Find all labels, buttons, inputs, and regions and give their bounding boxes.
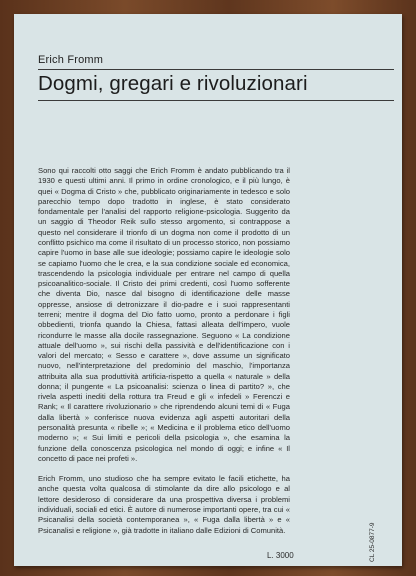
top-rule bbox=[38, 69, 394, 70]
book-back-cover bbox=[14, 14, 402, 566]
blurb-paragraph-1: Sono qui raccolti otto saggi che Erich Fromm è andato pubblicando tra il 1930 e questi ultimi anni. Il primo in ordine cronologico, e il più lungo, è quei « Dogma di Cristo » che, pubblicato originariamente in tedesco e solo parecchio tempo dopo tradotto in inglese, è stato considerato fondamentale per l'analisi del rapporto religione-psicologia. Suggerito da un saggio di Theodor Reik sullo stesso argomento, si contrappose a questo nel considerare il trionfo di un dogma non come il prodotto di un conflitto psichico ma come il risultato di un processo storico, non possiamo capire l'uomo in base alle sue ideologie; possiamo capire le ideologie solo se capiamo l'uomo che le crea, e la sua condizione sociale ed economica, trascendendo la psicologia individuale per entrare nel campo di quella psicoanalitico-sociale. Il Cristo dei primi credenti, così l'uomo sofferente che diventa Dio, nasce dal bisogno di identificazione delle masse oppresse, ansiose di detronizzare il dio-padre e i suoi rappresentanti terreni; mentre il dogma del Dio fatto uomo, pronto a perdonare i figli obbedienti, trionfa quando la Chiesa, fattasi alleata dell'impero, vuole ricondurre le masse alla docile rassegnazione. Seguono « La condizione attuale dell'uomo », sui rischi della passività e dell'identificazione con i valori del mercato; « Sesso e carattere », dove assume un significato nuovo, nell'interpretazione del predominio del maschio, l'importanza attribuita alla sua produttività artificia-rispetto a quella « naturale » della donna; il pungente « La psicoanalisi: scienza o linea di partito? », che rivela aspetti inediti della rottura tra Freud e gli « infedeli » Ferenczi e Rank; « Il carattere rivoluzionario » che riprendendo alcuni temi di « Fuga dalla libertà » conferisce nuova evidenza agli aspetti autoritari della personalità presunta « ribelle »; « Medicina e il problema etico dell'uomo moderno »; « Sui limiti e pericoli della psicologia », che esamina la funzione della conoscenza psicologica nel mondo di oggi; e infine « Il concetto di pace nei profeti ». bbox=[38, 166, 290, 463]
author-name: Erich Fromm bbox=[38, 54, 104, 66]
price-label: L. 3000 bbox=[267, 551, 294, 560]
catalog-code: CL 25-0877-9 bbox=[369, 522, 376, 562]
blurb-paragraph-2: Erich Fromm, uno studioso che ha sempre evitato le facili etichette, ha anche questa volta qualcosa di stimolante da dire allo psicologo e al lettore desideroso di considerare da una prospettiva diversa i problemi individuali, sociali ed etici. È autore di numerose importanti opere, tra cui « Psicanalisi della società contemporanea », « Fuga dalla libertà » e « Psicanalisi e religione », già tradotte in italiano dalle Edizioni di Comunità. bbox=[38, 474, 290, 535]
book-title: Dogmi, gregari e rivoluzionari bbox=[38, 72, 308, 95]
blurb-text bbox=[38, 166, 290, 536]
bottom-rule bbox=[38, 100, 394, 101]
